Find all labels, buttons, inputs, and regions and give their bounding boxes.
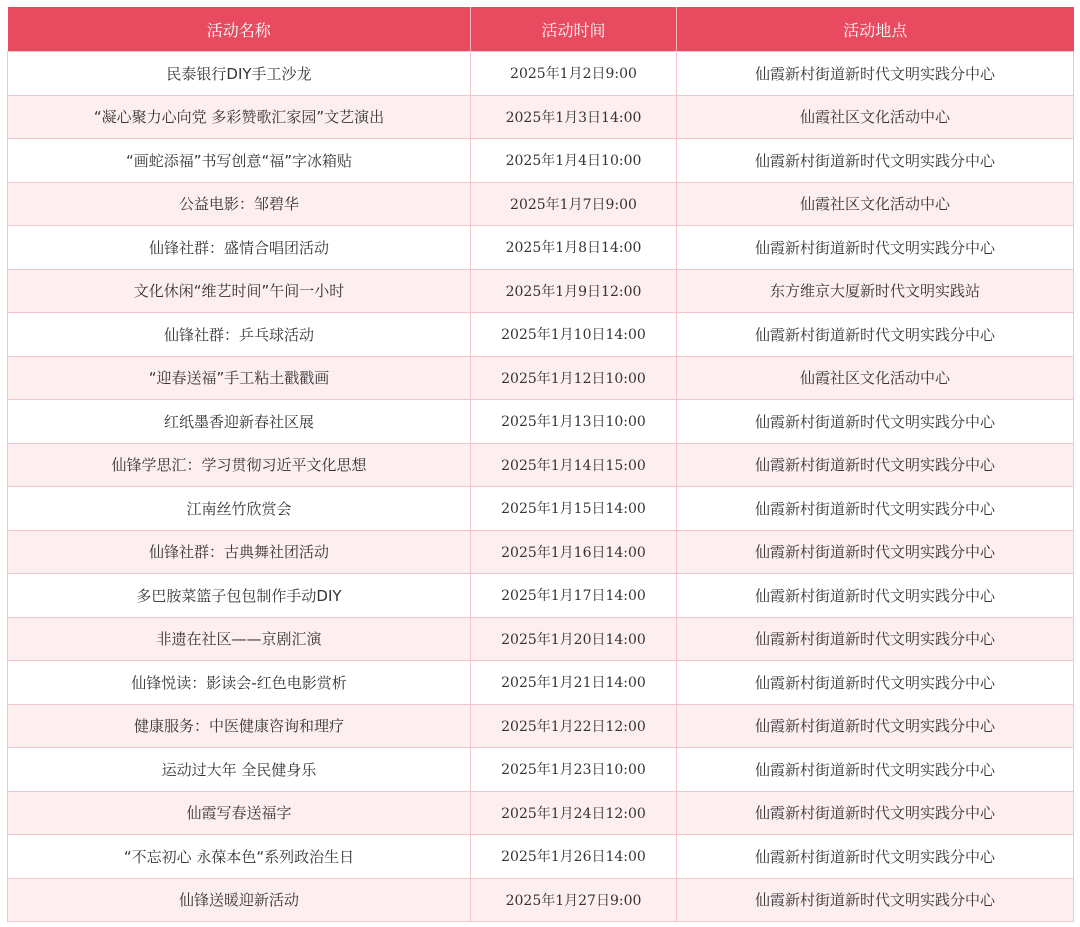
activity-place-cell: 仙霞新村街道新时代文明实践分中心: [677, 313, 1074, 357]
activity-time-cell: 2025年1月22日12:00: [471, 704, 677, 748]
activity-time-cell: 2025年1月7日9:00: [471, 182, 677, 226]
table-row: [8, 748, 1074, 792]
table-row: [8, 835, 1074, 879]
table-body: [8, 52, 1074, 922]
table-row: [8, 356, 1074, 400]
activity-place-cell: 仙霞新村街道新时代文明实践分中心: [677, 443, 1074, 487]
activity-name-cell: 仙锋社群：乒乓球活动: [8, 313, 471, 357]
activity-place-cell: 仙霞新村街道新时代文明实践分中心: [677, 487, 1074, 531]
activity-place-cell: 仙霞新村街道新时代文明实践分中心: [677, 704, 1074, 748]
table-header-row: [8, 7, 1074, 52]
activity-place-cell: 仙霞新村街道新时代文明实践分中心: [677, 139, 1074, 183]
activity-place-cell: 仙霞新村街道新时代文明实践分中心: [677, 400, 1074, 444]
activity-name-cell: 仙锋送暖迎新活动: [8, 878, 471, 922]
table-row: [8, 487, 1074, 531]
activity-time-cell: 2025年1月20日14:00: [471, 617, 677, 661]
activity-name-cell: 仙霞写春送福字: [8, 791, 471, 835]
table-row: [8, 400, 1074, 444]
activity-place-cell: 仙霞新村街道新时代文明实践分中心: [677, 574, 1074, 618]
activity-time-cell: 2025年1月24日12:00: [471, 791, 677, 835]
activity-time-cell: 2025年1月26日14:00: [471, 835, 677, 879]
activity-name-cell: 仙锋社群：盛情合唱团活动: [8, 226, 471, 270]
activity-place-cell: 仙霞社区文化活动中心: [677, 95, 1074, 139]
activity-time-cell: 2025年1月2日9:00: [471, 52, 677, 96]
table-row: [8, 269, 1074, 313]
activity-time-cell: 2025年1月16日14:00: [471, 530, 677, 574]
activity-name-cell: 仙锋悦读：影读会-红色电影赏析: [8, 661, 471, 705]
activity-name-cell: 运动过大年 全民健身乐: [8, 748, 471, 792]
activity-time-cell: 2025年1月4日10:00: [471, 139, 677, 183]
activity-place-cell: 仙霞新村街道新时代文明实践分中心: [677, 835, 1074, 879]
activity-name-cell: “迎春送福”手工粘土戳戳画: [8, 356, 471, 400]
table-row: [8, 139, 1074, 183]
activity-name-cell: 江南丝竹欣赏会: [8, 487, 471, 531]
header-activity-name: 活动名称: [8, 7, 471, 52]
activity-time-cell: 2025年1月27日9:00: [471, 878, 677, 922]
activity-place-cell: 仙霞新村街道新时代文明实践分中心: [677, 661, 1074, 705]
header-activity-time: 活动时间: [471, 7, 677, 52]
table-row: [8, 704, 1074, 748]
table-row: [8, 52, 1074, 96]
activity-place-cell: 仙霞新村街道新时代文明实践分中心: [677, 226, 1074, 270]
activity-time-cell: 2025年1月8日14:00: [471, 226, 677, 270]
activity-name-cell: 公益电影：邹碧华: [8, 182, 471, 226]
table-row: [8, 530, 1074, 574]
activity-place-cell: 仙霞新村街道新时代文明实践分中心: [677, 617, 1074, 661]
activity-place-cell: 仙霞社区文化活动中心: [677, 356, 1074, 400]
table-row: [8, 878, 1074, 922]
activity-name-cell: 健康服务：中医健康咨询和理疗: [8, 704, 471, 748]
activity-time-cell: 2025年1月9日12:00: [471, 269, 677, 313]
activity-place-cell: 仙霞新村街道新时代文明实践分中心: [677, 52, 1074, 96]
activity-place-cell: 东方维京大厦新时代文明实践站: [677, 269, 1074, 313]
activity-name-cell: 文化休闲“维艺时间”午间一小时: [8, 269, 471, 313]
table-row: [8, 313, 1074, 357]
activity-place-cell: 仙霞新村街道新时代文明实践分中心: [677, 748, 1074, 792]
activity-name-cell: “画蛇添福”书写创意“福”字冰箱贴: [8, 139, 471, 183]
table-row: [8, 226, 1074, 270]
activity-table: [7, 7, 1074, 922]
activity-name-cell: “凝心聚力心向党 多彩赞歌汇家园”文艺演出: [8, 95, 471, 139]
activity-time-cell: 2025年1月3日14:00: [471, 95, 677, 139]
table-row: [8, 574, 1074, 618]
activity-name-cell: 民泰银行DIY手工沙龙: [8, 52, 471, 96]
table-row: [8, 661, 1074, 705]
activity-place-cell: 仙霞新村街道新时代文明实践分中心: [677, 878, 1074, 922]
activity-place-cell: 仙霞新村街道新时代文明实践分中心: [677, 791, 1074, 835]
activity-name-cell: 多巴胺菜篮子包包制作手动DIY: [8, 574, 471, 618]
activity-time-cell: 2025年1月10日14:00: [471, 313, 677, 357]
activity-name-cell: 红纸墨香迎新春社区展: [8, 400, 471, 444]
table-row: [8, 617, 1074, 661]
table-row: [8, 95, 1074, 139]
activity-name-cell: 仙锋学思汇：学习贯彻习近平文化思想: [8, 443, 471, 487]
table-row: [8, 182, 1074, 226]
activity-time-cell: 2025年1月21日14:00: [471, 661, 677, 705]
activity-name-cell: “不忘初心 永葆本色“系列政治生日: [8, 835, 471, 879]
activity-time-cell: 2025年1月12日10:00: [471, 356, 677, 400]
activity-time-cell: 2025年1月23日10:00: [471, 748, 677, 792]
table-row: [8, 791, 1074, 835]
header-activity-place: 活动地点: [677, 7, 1074, 52]
activity-name-cell: 仙锋社群：古典舞社团活动: [8, 530, 471, 574]
activity-time-cell: 2025年1月13日10:00: [471, 400, 677, 444]
table-row: [8, 443, 1074, 487]
activity-time-cell: 2025年1月17日14:00: [471, 574, 677, 618]
activity-place-cell: 仙霞新村街道新时代文明实践分中心: [677, 530, 1074, 574]
activity-name-cell: 非遗在社区——京剧汇演: [8, 617, 471, 661]
activity-time-cell: 2025年1月14日15:00: [471, 443, 677, 487]
activity-time-cell: 2025年1月15日14:00: [471, 487, 677, 531]
activity-table-container: [7, 7, 1073, 922]
activity-place-cell: 仙霞社区文化活动中心: [677, 182, 1074, 226]
